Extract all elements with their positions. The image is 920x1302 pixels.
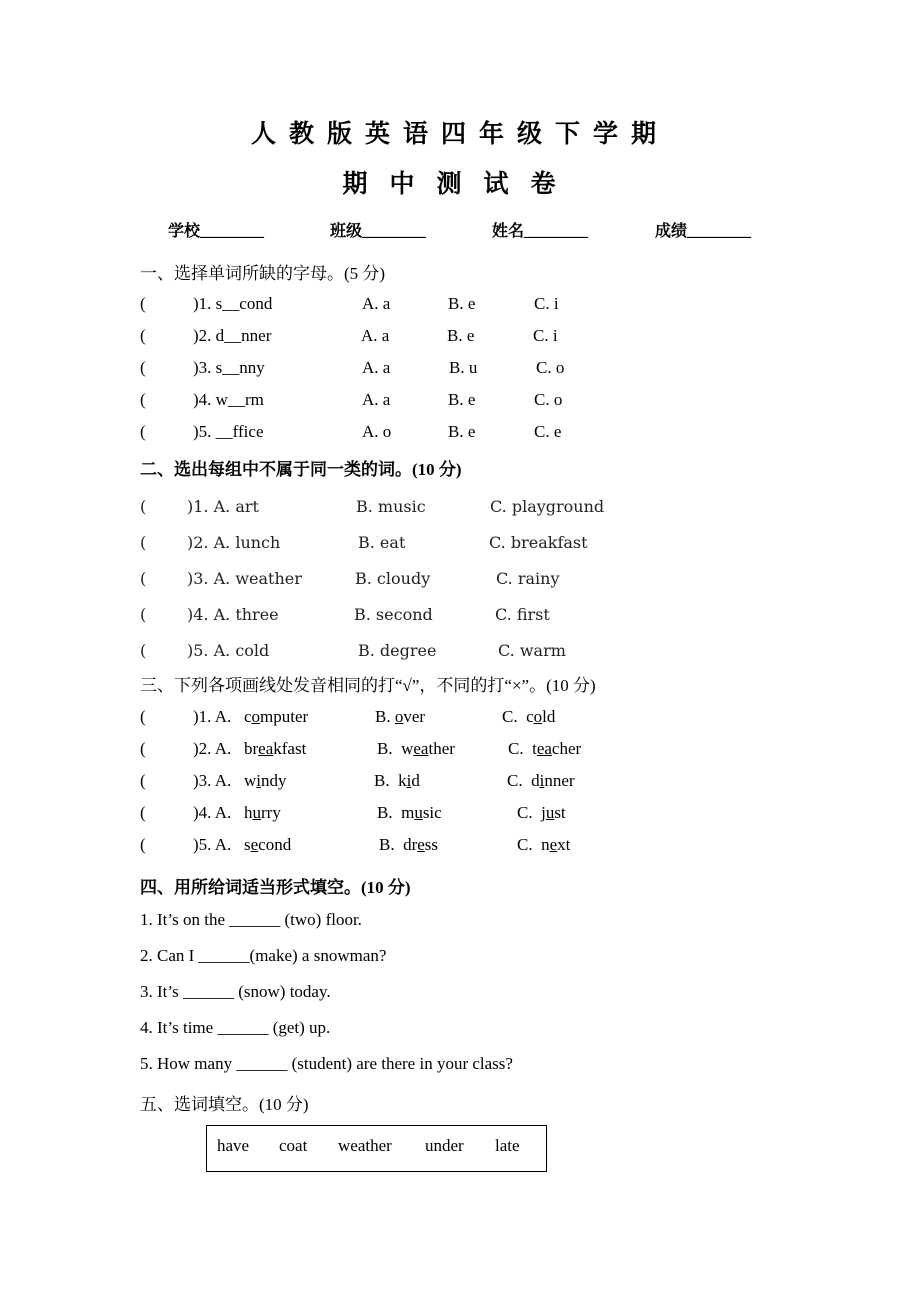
question-text: )3. A. (193, 771, 232, 790)
option-c: C. e (534, 422, 562, 441)
option-a: computer (244, 707, 309, 726)
question-text: )5. A. (193, 835, 232, 854)
question-text: )3. s__nny (193, 358, 265, 377)
answer-paren: ( (140, 771, 146, 790)
word-bank-item: coat (279, 1136, 308, 1155)
section3-heading: 三、下列各项画线处发音相同的打“√”，不同的打“×”。(10 分) (140, 676, 596, 695)
option-c: C. warm (498, 641, 566, 660)
section2-heading: 二、选出每组中不属于同一类的词。(10 分) (140, 460, 462, 479)
option-c: C. i (533, 326, 558, 345)
question-text: )5. __ffice (193, 422, 264, 441)
score-field: 成绩________ (655, 223, 752, 240)
word-bank-item: late (495, 1136, 520, 1155)
option-a: second (244, 835, 292, 854)
class-field: 班级________ (330, 223, 427, 240)
option-a: A. a (362, 294, 391, 313)
option-b: B. u (449, 358, 478, 377)
word-bank-item: weather (338, 1136, 392, 1155)
fill-in-item: 4. It’s time ______ (get) up. (140, 1018, 331, 1037)
answer-paren: ( (140, 641, 147, 660)
option-b: B. cloudy (355, 569, 431, 588)
option-a: windy (244, 771, 287, 790)
answer-paren: ( (140, 294, 146, 313)
question-text: )2. d__nner (193, 326, 272, 345)
section5-heading: 五、选词填空。(10 分) (140, 1095, 309, 1114)
option-a: A. o (362, 422, 392, 441)
option-c: C. o (536, 358, 565, 377)
fill-in-item: 2. Can I ______(make) a snowman? (140, 946, 387, 965)
option-c: C. playground (490, 497, 605, 516)
question-text: )1. A. (193, 707, 232, 726)
fill-in-item: 1. It’s on the ______ (two) floor. (140, 910, 362, 929)
option-b: B. music (377, 803, 442, 822)
option-b: B. dress (379, 835, 439, 854)
section1-heading: 一、选择单词所缺的字母。(5 分) (140, 264, 386, 283)
option-b: B. e (448, 390, 476, 409)
option-c: C. rainy (496, 569, 560, 588)
answer-paren: ( (140, 358, 146, 377)
option-b: B. e (448, 422, 476, 441)
option-a: A. a (362, 358, 391, 377)
option-c: C. next (517, 835, 571, 854)
question-text: )4. A. (193, 803, 232, 822)
option-b: B. over (375, 707, 426, 726)
option-b: B. weather (377, 739, 455, 758)
option-a: breakfast (244, 739, 307, 758)
option-b: B. e (448, 294, 476, 313)
question-text: )4. A. three (187, 605, 279, 624)
answer-paren: ( (140, 326, 146, 345)
option-b: B. music (356, 497, 426, 516)
answer-paren: ( (140, 803, 146, 822)
option-b: B. kid (374, 771, 420, 790)
answer-paren: ( (140, 707, 146, 726)
fill-in-item: 5. How many ______ (student) are there in your class? (140, 1054, 513, 1073)
answer-paren: ( (140, 569, 147, 588)
answer-paren: ( (140, 739, 146, 758)
question-text: )3. A. weather (187, 569, 302, 588)
question-text: )5. A. cold (187, 641, 270, 660)
word-bank-box (206, 1125, 547, 1172)
section4-heading: 四、用所给词适当形式填空。(10 分) (140, 878, 411, 897)
school-field: 学校________ (168, 223, 265, 240)
page-subtitle: 期中测试卷 (342, 171, 578, 198)
option-c: C. just (517, 803, 566, 822)
option-b: B. eat (358, 533, 406, 552)
option-b: B. second (354, 605, 433, 624)
question-text: )1. s__cond (193, 294, 273, 313)
question-text: )4. w__rm (193, 390, 264, 409)
answer-paren: ( (140, 390, 146, 409)
option-c: C. breakfast (489, 533, 588, 552)
option-a: hurry (244, 803, 281, 822)
option-c: C. o (534, 390, 563, 409)
option-b: B. e (447, 326, 475, 345)
page-title: 人教版英语四年级下学期 (250, 121, 669, 148)
question-text: )1. A. art (187, 497, 259, 516)
answer-paren: ( (140, 835, 146, 854)
answer-paren: ( (140, 605, 147, 624)
option-c: C. cold (502, 707, 556, 726)
answer-paren: ( (140, 533, 147, 552)
option-c: C. teacher (508, 739, 582, 758)
option-c: C. first (495, 605, 550, 624)
answer-paren: ( (140, 422, 146, 441)
question-text: )2. A. lunch (187, 533, 281, 552)
fill-in-item: 3. It’s ______ (snow) today. (140, 982, 331, 1001)
question-text: )2. A. (193, 739, 232, 758)
name-field: 姓名________ (492, 223, 589, 240)
answer-paren: ( (140, 497, 147, 516)
option-c: C. i (534, 294, 559, 313)
option-b: B. degree (358, 641, 437, 660)
option-a: A. a (362, 390, 391, 409)
word-bank-item: under (425, 1136, 464, 1155)
word-bank-item: have (217, 1136, 250, 1155)
option-a: A. a (361, 326, 390, 345)
option-c: C. dinner (507, 771, 575, 790)
